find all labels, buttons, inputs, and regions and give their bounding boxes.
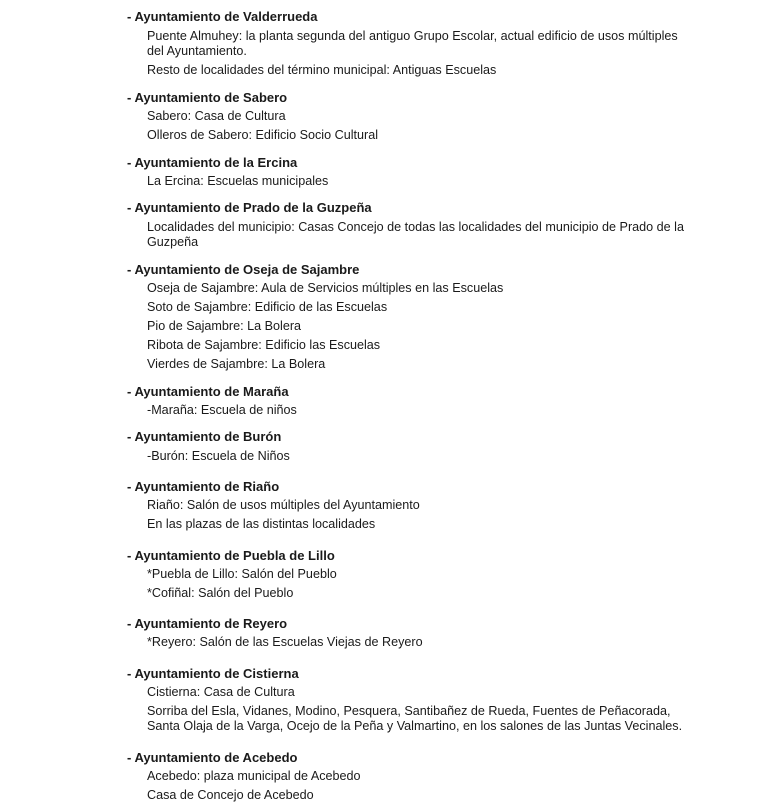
section-line: La Ercina: Escuelas municipales [147,174,329,188]
section-heading: - Ayuntamiento de Valderrueda [127,9,318,24]
section-line: Cistierna: Casa de Cultura [147,685,295,699]
section-heading: - Ayuntamiento de Reyero [127,616,288,631]
section-heading: - Ayuntamiento de Cistierna [127,666,299,681]
section-line: Olleros de Sabero: Edificio Socio Cultural [147,128,378,142]
section-line: -Burón: Escuela de Niños [147,449,290,463]
section-line: Puente Almuhey: la planta segunda del antiguo Grupo Escolar, actual edificio de usos múltiples del Ayuntamiento. [147,29,678,58]
section-line: Sorriba del Esla, Vidanes, Modino, Pesquera, Santibañez de Rueda, Fuentes de Peñacorada, Santa Olaja de la Varga, Ocejo de la Peña y Valmartino, en los salones de las Juntas Vecinales. [147,704,683,733]
section-heading: - Ayuntamiento de la Ercina [127,155,298,170]
section-line: Riaño: Salón de usos múltiples del Ayuntamiento [147,498,420,512]
section-heading: - Ayuntamiento de Maraña [127,384,289,399]
section-line: Localidades del municipio: Casas Concejo de todas las localidades del municipio de Prado de la Guzpeña [147,220,684,249]
section-heading: - Ayuntamiento de Acebedo [127,750,298,765]
section-line: Ribota de Sajambre: Edificio las Escuelas [147,338,381,352]
section-heading: - Ayuntamiento de Puebla de Lillo [127,548,335,563]
section-heading: - Ayuntamiento de Burón [127,429,282,444]
section-line: Soto de Sajambre: Edificio de las Escuelas [147,300,388,314]
section-line: Pio de Sajambre: La Bolera [147,319,302,333]
section-heading: - Ayuntamiento de Riaño [127,479,280,494]
section-line: Vierdes de Sajambre: La Bolera [147,357,326,371]
section-line: Acebedo: plaza municipal de Acebedo [147,769,361,783]
section-line: En las plazas de las distintas localidades [147,517,376,531]
section-heading: - Ayuntamiento de Oseja de Sajambre [127,262,360,277]
section-line: *Cofiñal: Salón del Pueblo [147,586,294,600]
section-line: *Puebla de Lillo: Salón del Pueblo [147,567,337,581]
section-line: Casa de Concejo de Acebedo [147,788,314,802]
section-line: *Reyero: Salón de las Escuelas Viejas de Reyero [147,635,423,649]
section-line: Oseja de Sajambre: Aula de Servicios múltiples en las Escuelas [147,281,504,295]
section-heading: - Ayuntamiento de Sabero [127,90,288,105]
section-line: Resto de localidades del término municipal: Antiguas Escuelas [147,63,497,77]
section-heading: - Ayuntamiento de Prado de la Guzpeña [127,200,372,215]
section-line: -Maraña: Escuela de niños [147,403,297,417]
section-line: Sabero: Casa de Cultura [147,109,286,123]
